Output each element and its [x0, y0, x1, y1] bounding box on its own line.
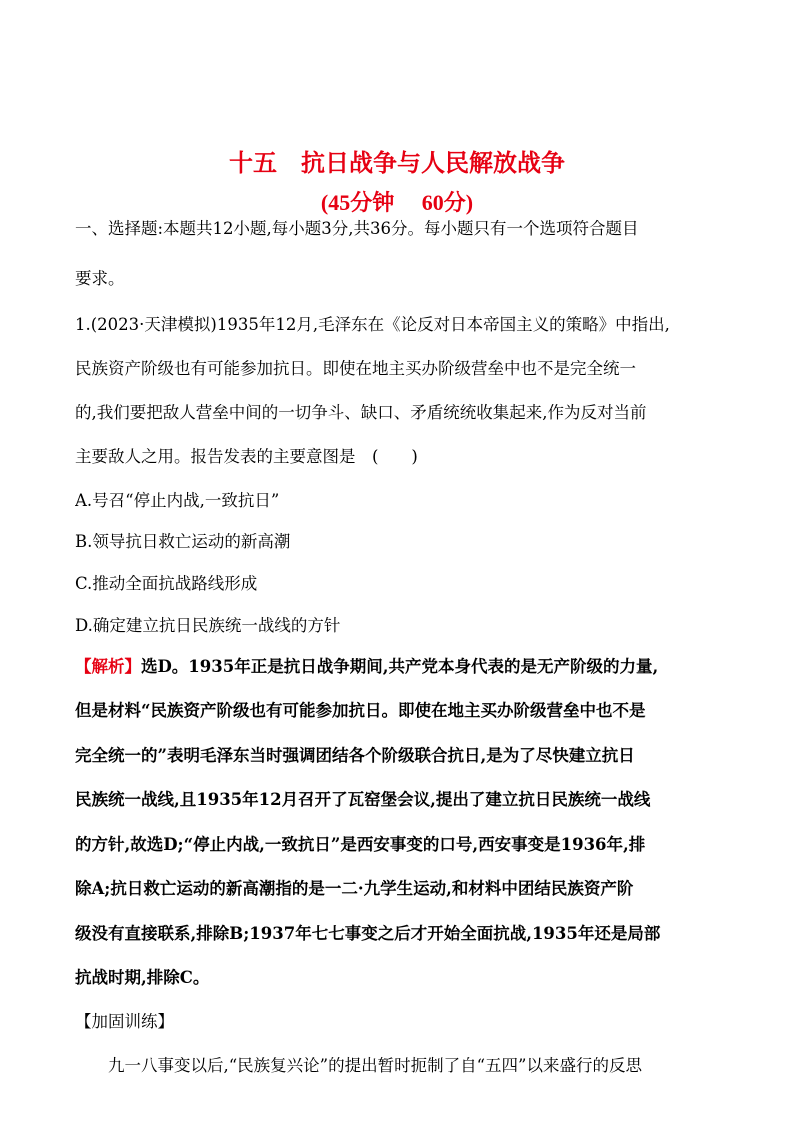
option-b: B.领导抗日救亡运动的新高潮	[75, 532, 291, 551]
analysis-line: 民族统一战线,且1935年12月召开了瓦窑堡会议,提出了建立抗日民族统一战线	[75, 790, 651, 809]
option-a: A.号召“停止内战,一致抗日”	[75, 491, 280, 510]
analysis-tag: 【解析】	[75, 657, 141, 676]
page-title: 十五 抗日战争与人民解放战争	[229, 149, 565, 177]
analysis-line: 但是材料“民族资产阶级也有可能参加抗日。即使在地主买办阶级营垒中也不是	[75, 701, 646, 720]
analysis-line	[75, 656, 725, 678]
question-stem-line: 主要敌人之用。报告发表的主要意图是 ( )	[75, 447, 418, 466]
section-instruction-line-1: 一、选择题:本题共12小题,每小题3分,共36分。每小题只有一个选项符合题目	[75, 219, 639, 238]
question-stem-line: 的,我们要把敌人营垒中间的一切争斗、缺口、矛盾统统收集起来,作为反对当前	[75, 403, 647, 422]
analysis-line: 完全统一的”表明毛泽东当时强调团结各个阶级联合抗日,是为了尽快建立抗日	[75, 746, 635, 765]
analysis-line: 级没有直接联系,排除B;1937年七七事变之后才开始全面抗战,1935年还是局部	[75, 924, 661, 943]
analysis-text: 选D。1935年正是抗日战争期间,共产党本身代表的是无产阶级的力量,	[141, 657, 659, 676]
section-instruction-line-2: 要求。	[75, 269, 125, 288]
page-subtitle: (45分钟 60分)	[320, 190, 474, 215]
question-stem-line: 民族资产阶级也有可能参加抗日。即使在地主买办阶级营垒中也不是完全统一	[75, 359, 636, 378]
analysis-line: 的方针,故选D;“停止内战,一致抗日”是西安事变的口号,西安事变是1936年,排	[75, 835, 646, 854]
option-c: C.推动全面抗战路线形成	[75, 574, 258, 593]
analysis-line: 抗战时期,排除C。	[75, 968, 210, 987]
question-stem-line: 1.(2023·天津模拟)1935年12月,毛泽东在《论反对日本帝国主义的策略》中指出,	[75, 315, 670, 334]
reinforce-heading: 【加固训练】	[75, 1012, 174, 1031]
option-d: D.确定建立抗日民族统一战线的方针	[75, 616, 341, 635]
analysis-line: 除A;抗日救亡运动的新高潮指的是一二·九学生运动,和材料中团结民族资产阶	[75, 879, 634, 898]
reinforce-text-line: 九一八事变以后,“民族复兴论”的提出暂时扼制了自“五四”以来盛行的反思	[108, 1056, 642, 1075]
